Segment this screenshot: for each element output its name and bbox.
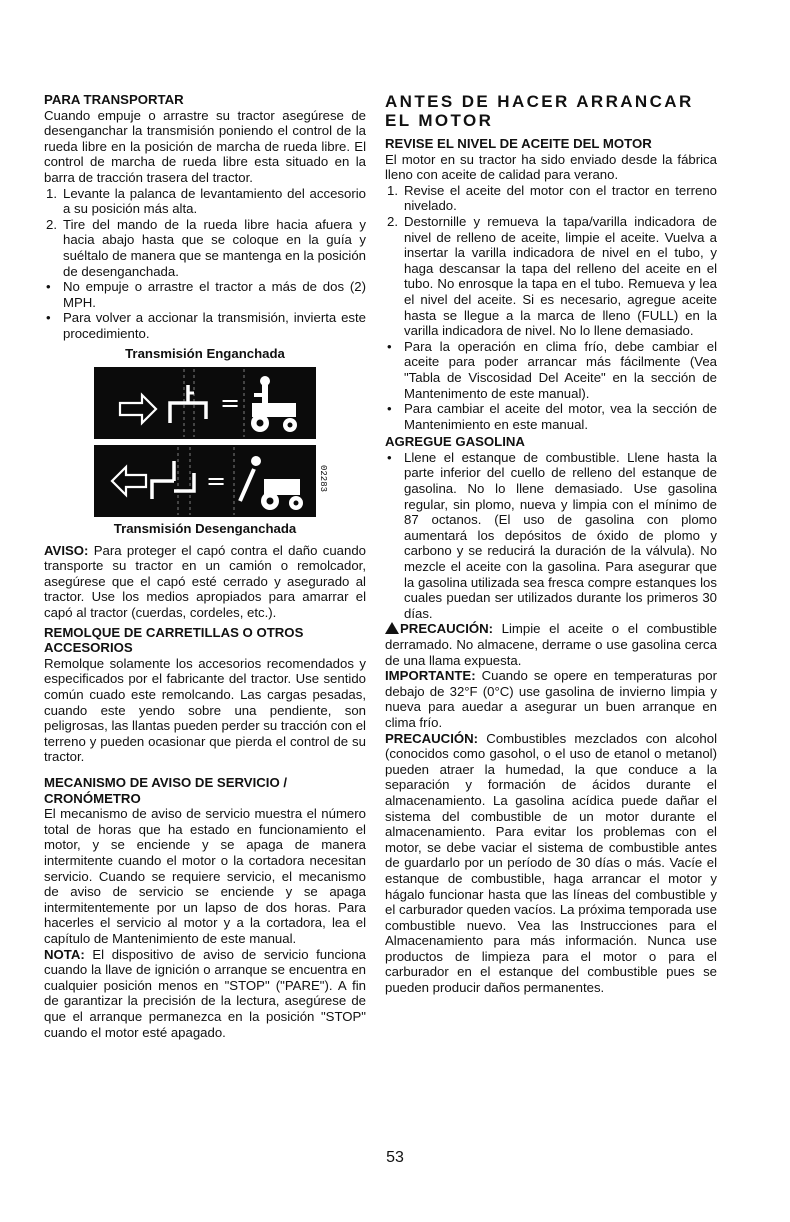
service-text: El mecanismo de aviso de servicio muestra el número total de horas que ha estado en funcionamiento el motor, y se enciende y se apaga de manera intermitente cuando el motor o la cortadora necesitan servicio. Cuando se requiere servicio, el mecanismo de aviso de servicio se enciende y se apaga intermitentemente por un lapso de dos horas. Para hacerles el servicio al motor y a la cortadora, lea el capítulo de Mantenimiento de este manual. xyxy=(44,806,366,946)
transmission-figure xyxy=(44,346,366,537)
gear-shift-icon xyxy=(170,385,206,423)
caution-fuel-spill: PRECAUCIÓN: Limpie el aceite o el combustible derramado. No almacene, derrame o use gasolina cerca de una llama expuesta. xyxy=(385,621,717,668)
list-item: • Para cambiar el aceite del motor, vea la sección de Mantenimiento en este manual. xyxy=(387,401,717,432)
disengaged-illustration xyxy=(94,445,316,517)
oil-bullets xyxy=(385,339,717,433)
disengaged-panel xyxy=(94,445,328,517)
aviso-paragraph: AVISO: Para proteger el capó contra el daño cuando transporte su tractor en un camión o remolcador, asegúrese que el capó esté cerrado y asegurado al tractor. Use los medios apropiados para amarrar el capó al tractor (cuerdas, cordeles, etc.). xyxy=(44,542,366,621)
service-note: NOTA: El dispositivo de aviso de servicio funciona cuando la llave de ignición o arranque se encuentra en cualquier posición menos en "STOP" ("PARE"). A fin de garantizar la precisión de la lectura, asegúrese de que el arranque permanezca en la posición "STOP" cuando el motor esté apagado. xyxy=(44,946,366,1040)
equals-sign: = xyxy=(205,467,227,496)
list-item: • Para volver a accionar la transmisión, invierta este procedimiento. xyxy=(46,310,366,341)
gear-shift-icon xyxy=(152,461,194,499)
list-item: • Llene el estanque de combustible. Llene hasta la parte inferior del cuello de relleno del estanque de gasolina. No lo llene demasiado. Use gasolina regular, sin plomo, nueva y limpia con el mínimo de 87 octanos. (El uso de gasolina con plomo aumentará los depósitos de óxido de plomo y carbono y se reducirá la duración de la válvula). No mezcle el aceite con la gasolina. Para asegurar que la gasolina utilizada sea fresca compre estanques los cuales puedan ser utilizados durante los primeros 30 días. xyxy=(387,449,717,621)
transport-bullets xyxy=(44,279,366,341)
tractor-pushed-icon xyxy=(240,456,303,510)
list-item: 2. Tire del mando de la rueda libre hacia afuera y hacia abajo hasta que se coloque en la guía y suéltalo de manera que se mantenga en la posición de desenganchada. xyxy=(46,216,366,279)
list-item: • Para la operación en clima frío, debe cambiar el aceite para poder arrancar más fácilmente (Vea "Tabla de Viscosidad Del Aceite" en la sección de Mantenimento de este manual). xyxy=(387,338,717,401)
figure-code: 02283 xyxy=(318,465,328,493)
engaged-illustration xyxy=(94,367,316,439)
oil-steps xyxy=(385,183,717,339)
transport-steps xyxy=(44,186,366,280)
equals-sign: = xyxy=(219,389,241,418)
main-heading: ANTES DE HACER ARRANCAR EL MOTOR xyxy=(385,92,694,130)
warning-icon xyxy=(385,622,399,634)
figure-label-engaged: Transmisión Enganchada xyxy=(125,345,285,361)
oil-intro: El motor en su tractor ha sido enviado desde la fábrica lleno con aceite de calidad para verano. xyxy=(385,151,717,183)
oil-heading: REVISE EL NIVEL DE ACEITE DEL MOTOR xyxy=(385,136,652,151)
arrow-left-icon xyxy=(112,467,146,495)
fuel-heading: AGREGUE GASOLINA xyxy=(385,434,525,450)
tractor-engaged-icon xyxy=(251,376,297,432)
transport-intro: Cuando empuje o arrastre su tractor asegúrese de desenganchar la transmisión poniendo el control de la rueda libre en la posición de marcha de rueda libre. El control de marcha de rueda libre esta situado en la barra de tracción trasera del tractor. xyxy=(44,107,366,185)
important-note: IMPORTANTE: Cuando se opere en temperaturas por debajo de 32°F (0°C) use gasolina de invierno limpia y nueva para auedar a asegurar un buen arranque en clima frío. xyxy=(385,668,717,730)
list-item: 1. Levante la palanca de levantamiento del accesorio a su posición más alta. xyxy=(46,185,366,217)
service-heading: MECANISMO DE AVISO DE SERVICIO / CRONÓMETRO xyxy=(44,775,288,806)
list-item: 2. Destornille y remueva la tapa/varilla indicadora de nivel de relleno de aceite, limpie el aceite. Vuelva a insertar la varilla indicadora de nivel en el tubo, y haga descansar la tapa del relleno del aceite en el tubo. No enrosque la tapa en el tubo. Remueva y lea el nivel del aceite. Si es necesario, agregue aceite hasta se llegue a la marca de lleno (FULL) en la varilla indicadora de nivel. No lo llene demasiado. xyxy=(387,213,717,339)
fuel-bullets xyxy=(385,450,717,622)
engaged-panel xyxy=(94,367,316,439)
arrow-right-icon xyxy=(120,395,156,423)
caution-alcohol-fuels: PRECAUCIÓN: Combustibles mezclados con alcohol (conocidos como gasohol, o el uso de etanol o metanol) pueden atraer la humedad, la que conduce a la separación y formación de ácidos durante el almacenamiento. La gasolina acídica puede dañar el sistema del combustible de un motor durante el almacenamiento. Para evitar los problemas con el motor, se debe vaciar el sistema de combustible antes de guardarlo por un período de 30 días o más. Vacíe el estanque de combustible, haga arrancar el motor y hágalo funcionar hasta que las líneas del combustible y el carburador queden vacíos. La próxima temporada use combustible nuevo. Vea las Instrucciones para el Almacenamiento para más información. Nunca use productos de limpieza para el motor o para el carburador en el estanque del combustible pues se pueden producir daños permanentes. xyxy=(385,730,717,996)
page-number: 53 xyxy=(386,1149,404,1166)
list-item: • No empuje o arrastre el tractor a más de dos (2) MPH. xyxy=(46,279,366,310)
left-column xyxy=(44,92,366,1040)
towing-heading: REMOLQUE DE CARRETILLAS O OTROS ACCESORIOS xyxy=(44,624,304,656)
right-column xyxy=(385,92,717,996)
list-item: 1. Revise el aceite del motor con el tractor en terreno nivelado. xyxy=(387,182,717,214)
figure-label-disengaged: Transmisión Desenganchada xyxy=(113,521,297,537)
towing-text: Remolque solamente los accesorios recomendados y especificados por el fabricante del tractor. Use sentido común cuado este remolcando. Las cargas pesadas, cuando este yendo sobre una pendiente, son peligrosas, las llantas pueden perder su tracción con el terreno y pueden ocasionar que pierda el control de su tractor. xyxy=(44,655,366,765)
transport-heading: PARA TRANSPORTAR xyxy=(44,92,184,107)
